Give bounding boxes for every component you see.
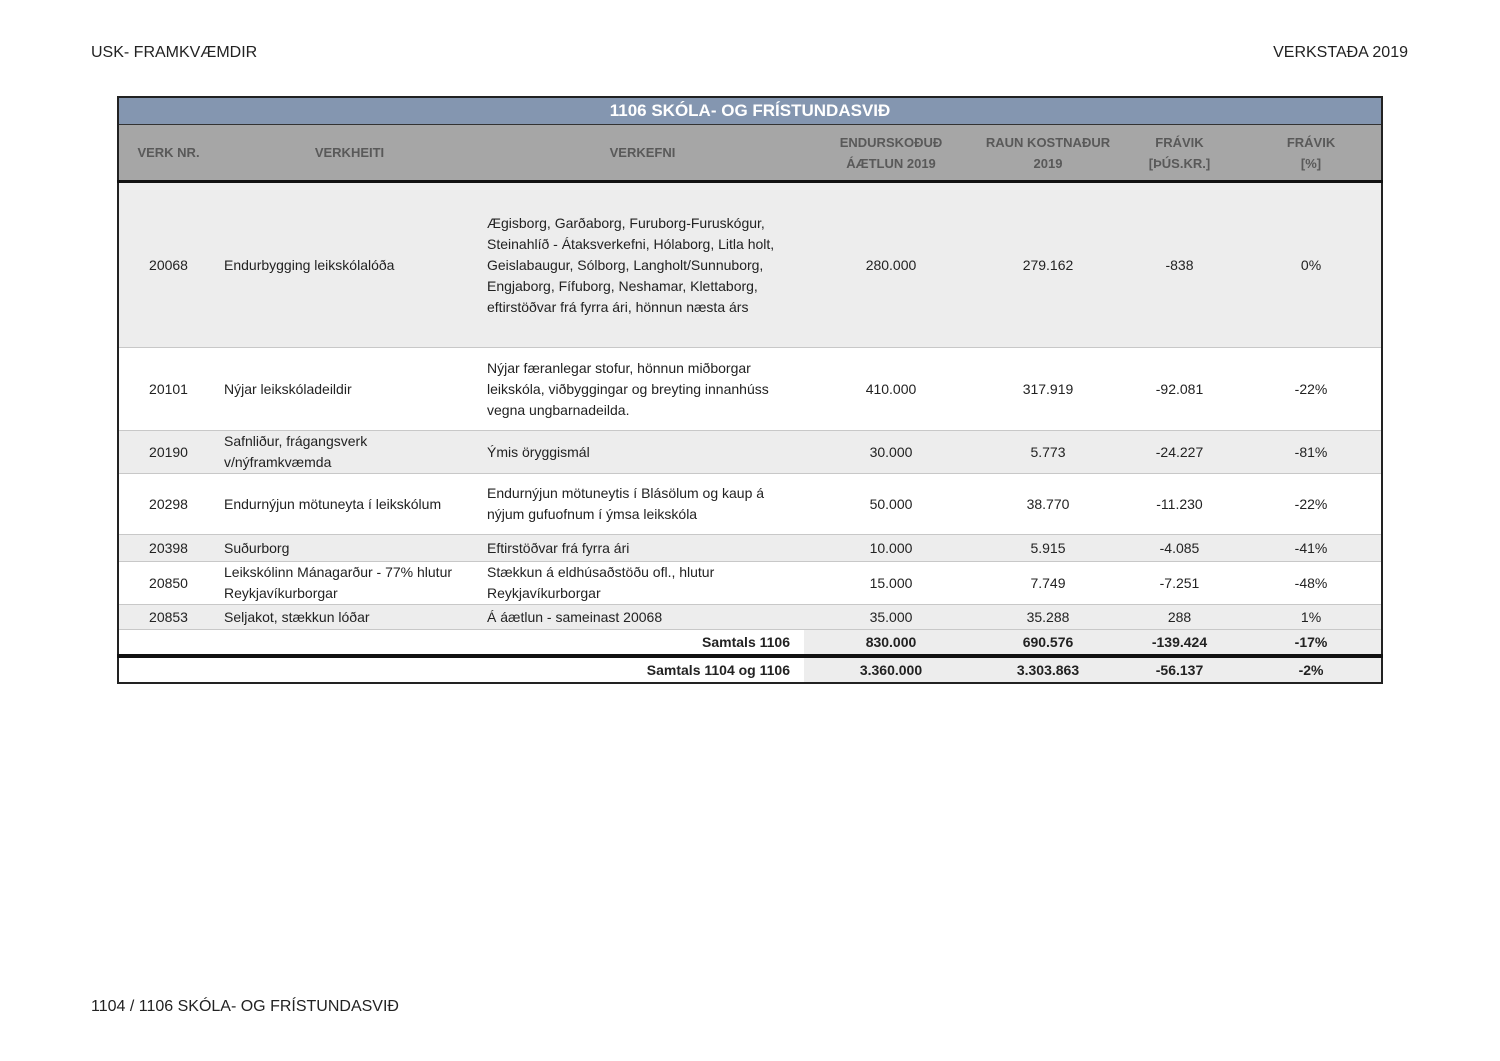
cell-fravik-pct: 0% [1241,182,1382,348]
page-header-left: USK- FRAMKVÆMDIR [91,44,258,61]
cell-verk-nr: 20101 [118,348,218,431]
cell-verk-nr: 20850 [118,562,218,605]
cell-fravik-pct: -22% [1241,348,1382,431]
table-row [118,348,1382,431]
cell-fravik: 288 [1118,605,1241,630]
total-row-1106 [118,630,1382,657]
cell-verkheiti: Seljakot, stækkun lóðar [218,605,481,630]
cell-verk-nr: 20398 [118,535,218,562]
total-row-1104-1106 [118,656,1382,683]
total-fravik-pct: -2% [1241,656,1382,683]
total-fravik-pct: -17% [1241,630,1382,657]
cell-raun: 317.919 [978,348,1118,431]
cell-verkheiti: Suðurborg [218,535,481,562]
cell-fravik-pct: -41% [1241,535,1382,562]
cell-raun: 279.162 [978,182,1118,348]
cell-verk-nr: 20190 [118,431,218,474]
col-header-fravik-pct-line2: [%] [1300,155,1322,171]
total-fravik: -56.137 [1118,656,1241,683]
cell-verk-nr: 20298 [118,474,218,535]
total-label: Samtals 1104 og 1106 [118,656,804,683]
cell-raun: 5.915 [978,535,1118,562]
col-header-verkefni: VERKEFNI [481,125,804,182]
table-row [118,474,1382,535]
cell-fravik: -4.085 [1118,535,1241,562]
cell-raun: 5.773 [978,431,1118,474]
cell-verkheiti: Nýjar leikskóladeildir [218,348,481,431]
cell-verkheiti: Safnliður, frágangsverk v/nýframkvæmda [218,431,481,474]
cell-fravik-pct: -22% [1241,474,1382,535]
cell-verkefni: Nýjar færanlegar stofur, hönnun miðborgar leikskóla, viðbyggingar og breyting innanhúss vegna ungbarnadeilda. [481,348,804,431]
cell-aetlun: 50.000 [804,474,978,535]
table-row [118,535,1382,562]
total-raun: 690.576 [978,630,1118,657]
cell-fravik: -24.227 [1118,431,1241,474]
col-header-verk-nr: VERK NR. [118,125,218,182]
cell-fravik: -92.081 [1118,348,1241,431]
column-header-row [118,125,1382,182]
cell-aetlun: 10.000 [804,535,978,562]
cell-verkefni: Ýmis öryggismál [481,431,804,474]
cell-fravik-pct: -81% [1241,431,1382,474]
col-header-fravik-kr-line1: FRÁVIK [1155,134,1204,150]
total-aetlun: 830.000 [804,630,978,657]
table-row [118,562,1382,605]
total-label: Samtals 1106 [118,630,804,657]
col-header-aetlun [804,125,978,182]
table-row [118,431,1382,474]
table-row [118,182,1382,348]
cell-aetlun: 30.000 [804,431,978,474]
cell-fravik: -7.251 [1118,562,1241,605]
total-fravik: -139.424 [1118,630,1241,657]
page-footer: 1104 / 1106 SKÓLA- OG FRÍSTUNDASVIÐ [91,998,399,1015]
cell-fravik: -11.230 [1118,474,1241,535]
project-table-container [117,96,1381,684]
cell-raun: 35.288 [978,605,1118,630]
col-header-fravik-kr-line2: [ÞÚS.KR.] [1148,155,1211,171]
total-aetlun: 3.360.000 [804,656,978,683]
page-header-right: VERKSTAÐA 2019 [1273,44,1408,61]
table-row [118,605,1382,630]
cell-verkheiti: Endurnýjun mötuneyta í leikskólum [218,474,481,535]
cell-aetlun: 15.000 [804,562,978,605]
cell-verkefni: Stækkun á eldhúsaðstöðu ofl., hlutur Reykjavíkurborgar [481,562,804,605]
table-title: 1106 SKÓLA- OG FRÍSTUNDASVIÐ [118,97,1382,125]
col-header-aetlun-line2: ÁÆTLUN 2019 [846,155,936,171]
total-raun: 3.303.863 [978,656,1118,683]
col-header-raun-line2: 2019 [1033,155,1063,171]
cell-raun: 7.749 [978,562,1118,605]
col-header-fravik-kr [1118,125,1241,182]
cell-verk-nr: 20853 [118,605,218,630]
cell-aetlun: 410.000 [804,348,978,431]
cell-verkefni: Endurnýjun mötuneytis í Blásölum og kaup á nýjum gufuofnum í ýmsa leikskóla [481,474,804,535]
col-header-verkheiti: VERKHEITI [218,125,481,182]
cell-verkefni: Á áætlun - sameinast 20068 [481,605,804,630]
col-header-fravik-pct-line1: FRÁVIK [1286,134,1336,150]
cell-aetlun: 35.000 [804,605,978,630]
col-header-raun [978,125,1118,182]
col-header-aetlun-line1: ENDURSKOÐUÐ [839,134,943,150]
cell-verk-nr: 20068 [118,182,218,348]
project-table [117,96,1383,684]
col-header-raun-line1: RAUN KOSTNAÐUR [985,134,1111,150]
table-title-row [118,97,1382,125]
col-header-fravik-pct [1241,125,1382,182]
cell-fravik: -838 [1118,182,1241,348]
cell-verkefni: Eftirstöðvar frá fyrra ári [481,535,804,562]
cell-fravik-pct: -48% [1241,562,1382,605]
cell-fravik-pct: 1% [1241,605,1382,630]
cell-aetlun: 280.000 [804,182,978,348]
cell-verkheiti: Leikskólinn Mánagarður - 77% hlutur Reykjavíkurborgar [218,562,481,605]
cell-raun: 38.770 [978,474,1118,535]
cell-verkefni: Ægisborg, Garðaborg, Furuborg-Furuskógur, Steinahlíð - Átaksverkefni, Hólaborg, Litla holt, Geislabaugur, Sólborg, Langholt/Sunnuborg, Engjaborg, Fífuborg, Neshamar, Klettaborg, eftirstöðvar frá fyrra ári, hönnun næsta árs [481,182,804,348]
cell-verkheiti: Endurbygging leikskólalóða [218,182,481,348]
